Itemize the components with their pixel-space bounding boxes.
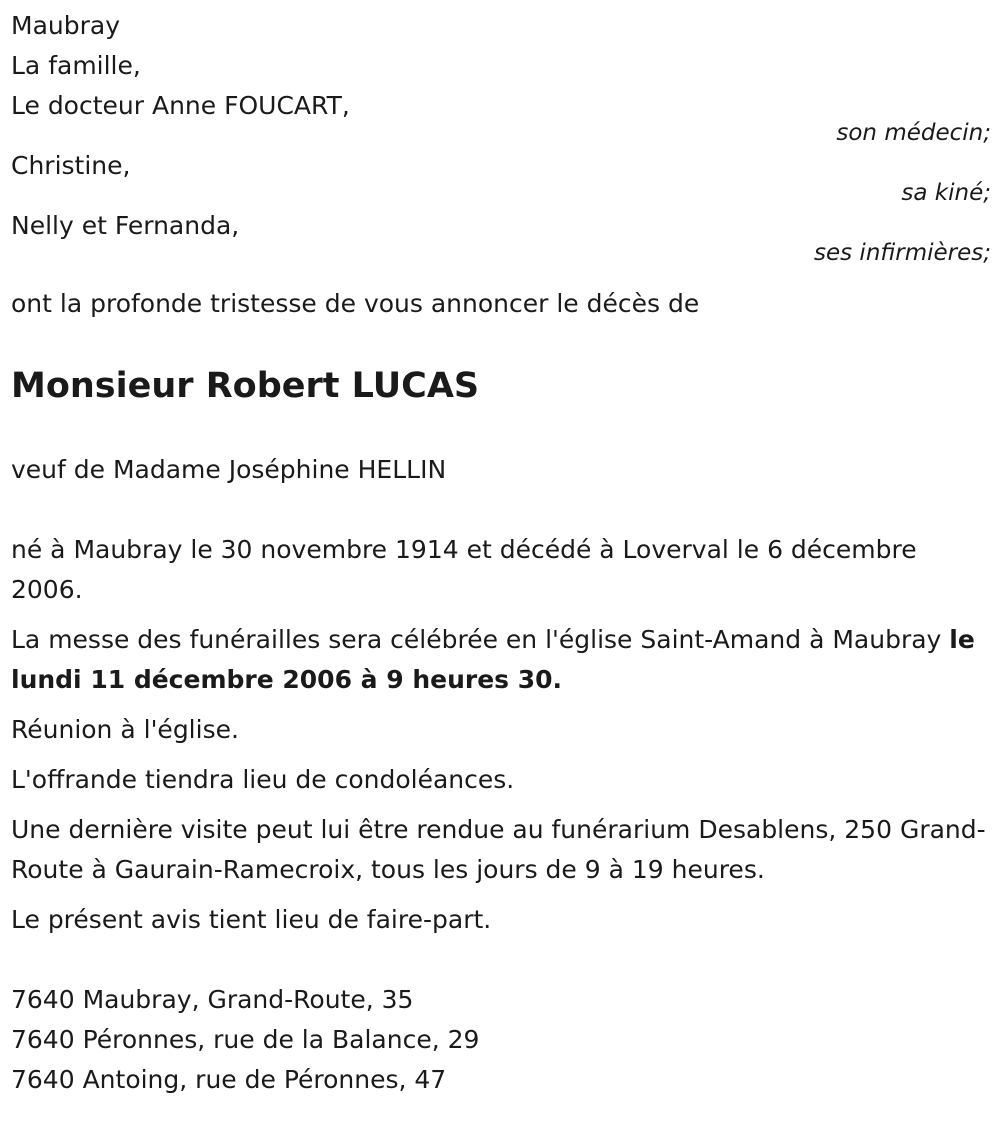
nurses-role: ses infirmières; (814, 240, 991, 266)
address-item: 7640 Antoing, rue de Péronnes, 47 (11, 1065, 447, 1094)
address-item: 7640 Maubray, Grand-Route, 35 (11, 985, 414, 1014)
visit-text: Une dernière visite peut lui être rendue au funérarium Desablens, 250 Grand-Route à Gaurain-Ramecroix, tous les jours de 9 à 19 heures. (11, 815, 986, 884)
address-list (11, 980, 991, 1100)
funeral-mass-text (11, 620, 991, 700)
place-name: Maubray (11, 11, 120, 40)
address-item: 7640 Péronnes, rue de la Balance, 29 (11, 1025, 480, 1054)
offering-text: L'offrande tiendra lieu de condoléances. (11, 765, 515, 794)
doctor-role: son médecin; (836, 120, 991, 146)
mass-date: le lundi 11 décembre 2006 à 9 heures 30. (11, 625, 975, 694)
mass-location: La messe des funérailles sera célébrée en l'église Saint-Amand à Maubray (11, 625, 950, 654)
family-line: La famille, (11, 51, 141, 80)
death-notice (11, 6, 991, 1100)
meeting-text: Réunion à l'église. (11, 715, 239, 744)
kine-line: Christine, (11, 151, 131, 180)
nurses-line: Nelly et Fernanda, (11, 211, 240, 240)
birth-death-text: né à Maubray le 30 novembre 1914 et décédé à Loverval le 6 décembre 2006. (11, 535, 917, 604)
kine-role: sa kiné; (901, 180, 991, 206)
announcement-text: ont la profonde tristesse de vous annoncer le décès de (11, 289, 700, 318)
spouse-line: veuf de Madame Joséphine HELLIN (11, 455, 447, 484)
doctor-line: Le docteur Anne FOUCART, (11, 91, 350, 120)
notice-text: Le présent avis tient lieu de faire-part. (11, 905, 492, 934)
deceased-name: Monsieur Robert LUCAS (11, 366, 480, 406)
